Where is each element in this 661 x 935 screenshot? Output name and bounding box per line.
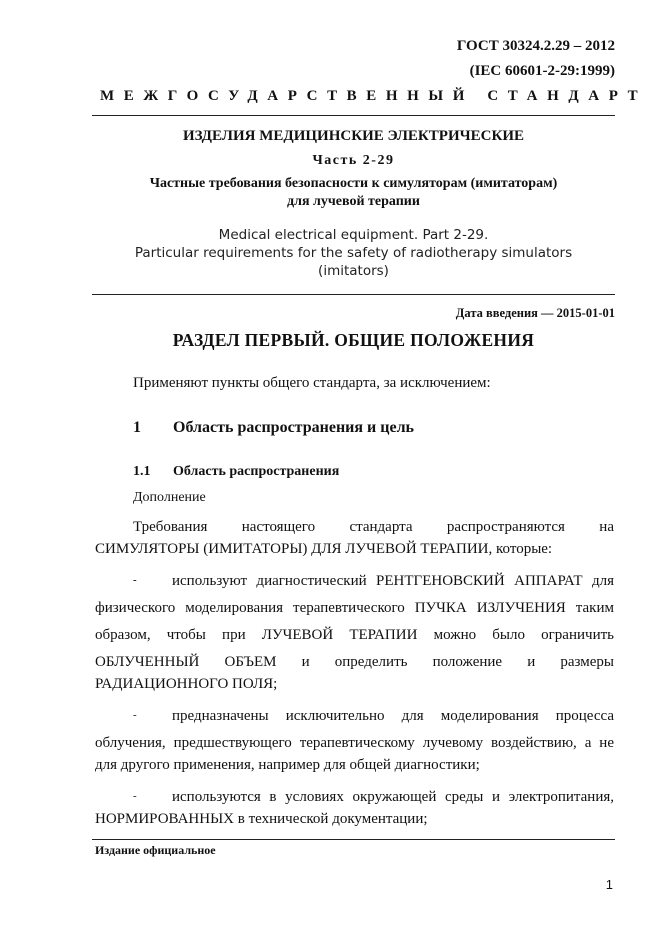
header-divider xyxy=(92,115,615,116)
gost-number: ГОСТ 30324.2.29 – 2012 xyxy=(456,38,615,54)
intro-sentence: Применяют пункты общего стандарта, за исключением: xyxy=(133,375,491,391)
bullet-line: используются в условиях окружающей среды и электропитания, xyxy=(172,789,614,805)
bullet-line: физического моделирования терапевтического ПУЧКА ИЗЛУЧЕНИЯ таким xyxy=(95,600,614,616)
supplement-label: Дополнение xyxy=(133,490,206,505)
edition-label: Издание официальное xyxy=(95,843,216,857)
interstate-standard-label: МЕЖГОСУДАРСТВЕННЫЙ СТАНДАРТ xyxy=(100,88,648,104)
bullet-line: ОБЛУЧЕННЫЙ ОБЪЕМ и определить положение и размеры xyxy=(95,654,614,670)
clause-1-number: 1 xyxy=(133,419,141,436)
clause-1-1-title: Область распространения xyxy=(173,464,340,479)
section-heading: РАЗДЕЛ ПЕРВЫЙ. ОБЩИЕ ПОЛОЖЕНИЯ xyxy=(172,330,535,350)
subtitle-line: Частные требования безопасности к симуляторам (имитаторам) xyxy=(149,176,558,191)
english-title-line: Particular requirements for the safety of radiotherapy simulators xyxy=(134,245,573,261)
bullet-line: РАДИАЦИОННОГО ПОЛЯ; xyxy=(95,676,278,692)
bullet-marker: - xyxy=(133,574,137,586)
footer-divider xyxy=(92,839,615,840)
english-title xyxy=(92,226,615,280)
bullet-line: облучения, предшествующего терапевтическому лучевому воздействию, а не xyxy=(95,735,614,751)
bullet-line: образом, чтобы при ЛУЧЕВОЙ ТЕРАПИИ можно было ограничить xyxy=(95,627,614,643)
bullet-line: используют диагностический РЕНТГЕНОВСКИЙ АППАРАТ для xyxy=(172,573,614,589)
subtitle-line: для лучевой терапии xyxy=(287,194,420,209)
paragraph-line: СИМУЛЯТОРЫ (ИМИТАТОРЫ) ДЛЯ ЛУЧЕВОЙ ТЕРАПИИ, которые: xyxy=(95,541,553,557)
bullet-marker: - xyxy=(133,790,137,802)
paragraph-line: Требования настоящего стандарта распространяются на xyxy=(133,519,614,535)
title-divider xyxy=(92,294,615,295)
bullet-marker: - xyxy=(133,709,137,721)
introduction-date: Дата введения — 2015-01-01 xyxy=(455,306,615,320)
bullet-line: предназначены исключительно для моделирования процесса xyxy=(172,708,614,724)
bullet-line: НОРМИРОВАННЫХ в технической документации; xyxy=(95,811,428,827)
clause-1-1-number: 1.1 xyxy=(133,464,151,479)
bullet-line: для другого применения, например для общей диагностики; xyxy=(95,757,480,773)
english-title-line: Medical electrical equipment. Part 2-29. xyxy=(218,227,489,243)
document-part: Часть 2-29 xyxy=(312,153,395,168)
page-number: 1 xyxy=(605,877,613,892)
document-subtitle xyxy=(92,175,615,211)
clause-1-title: Область распространения и цель xyxy=(173,419,415,436)
english-title-line: (imitators) xyxy=(318,263,389,279)
iec-number: (IEC 60601-2-29:1999) xyxy=(469,63,615,79)
document-title: ИЗДЕЛИЯ МЕДИЦИНСКИЕ ЭЛЕКТРИЧЕСКИЕ xyxy=(182,128,525,144)
